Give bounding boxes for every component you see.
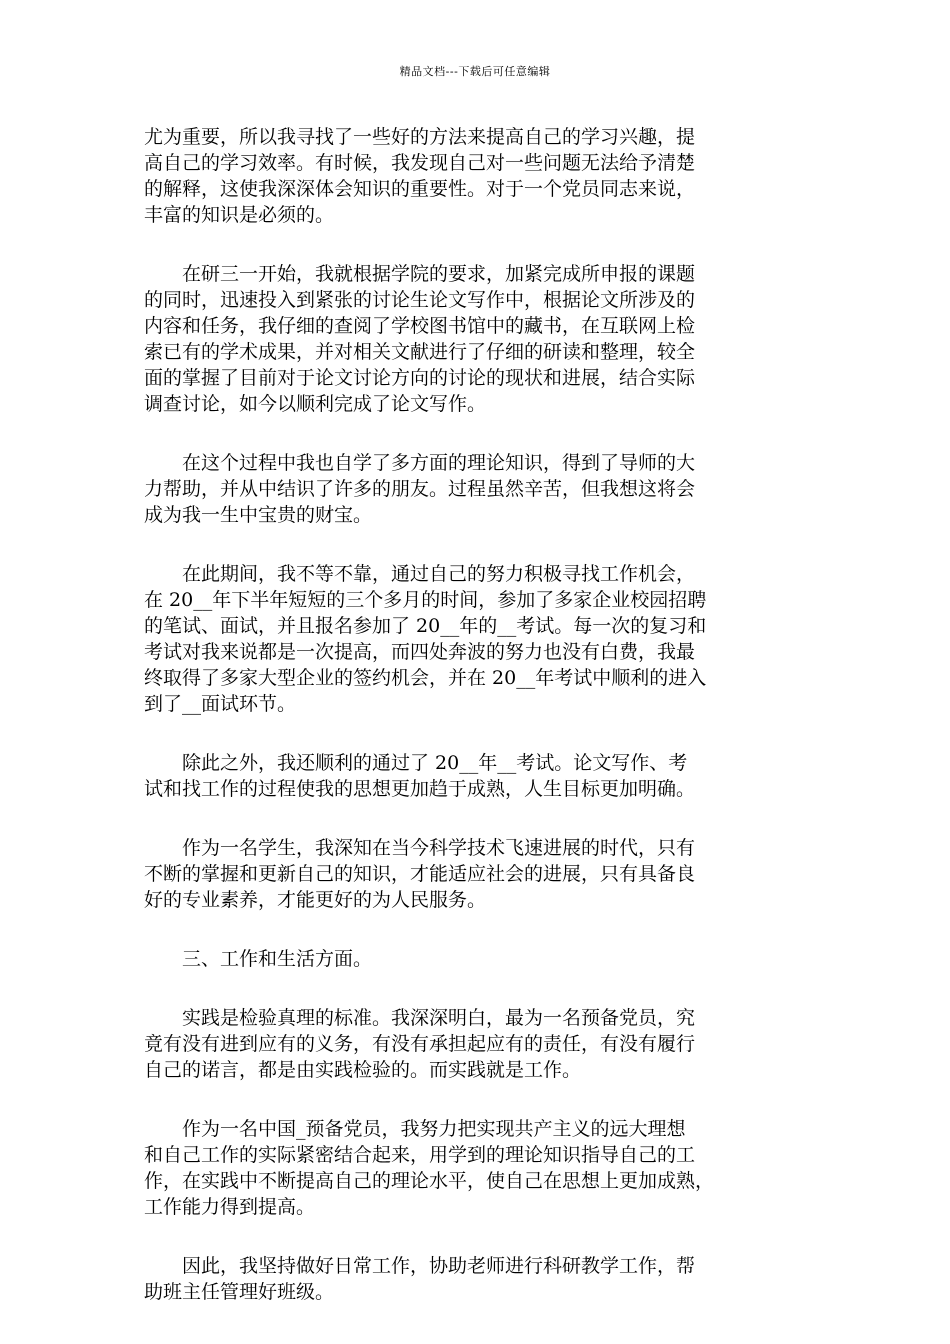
paragraph: [144, 124, 816, 228]
text-line: 考试对我来说都是一次提高，而四处奔波的努力也没有白费，我最: [144, 641, 696, 663]
paragraph: [144, 1005, 816, 1083]
text-line: 力帮助，并从中结识了许多的朋友。过程虽然辛苦，但我想这将会: [144, 478, 696, 500]
text-line: 好的专业素养，才能更好的为人民服务。: [144, 889, 487, 911]
text-line: 三、工作和生活方面。: [144, 948, 373, 970]
paragraph: [144, 261, 816, 417]
paragraph: [144, 1116, 816, 1220]
text-line: 除此之外，我还顺利的通过了 20__年__考试。论文写作、考: [144, 752, 688, 774]
text-line: 和自己工作的实际紧密结合起来，用学到的理论知识指导自己的工: [144, 1144, 696, 1166]
paragraph: [144, 561, 816, 717]
text-line: 助班主任管理好班级。: [144, 1281, 335, 1303]
page-header: 精品文档---下载后可任意编辑: [399, 65, 551, 78]
paragraph: [144, 450, 816, 528]
section-heading: [144, 946, 816, 972]
text-line: 的解释，这使我深深体会知识的重要性。对于一个党员同志来说，: [144, 178, 696, 200]
text-line: 尤为重要，所以我寻找了一些好的方法来提高自己的学习兴趣，提: [144, 126, 696, 148]
text-line: 试和找工作的过程使我的思想更加趋于成熟，人生目标更加明确。: [144, 778, 696, 800]
text-line: 成为我一生中宝贵的财宝。: [144, 504, 373, 526]
text-line: 内容和任务，我仔细的查阅了学校图书馆中的藏书，在互联网上检: [144, 315, 696, 337]
text-line: 自己的诺言，都是由实践检验的。而实践就是工作。: [144, 1059, 582, 1081]
text-line: 在此期间，我不等不靠，通过自己的努力积极寻找工作机会，: [144, 563, 696, 585]
text-line: 的同时，迅速投入到紧张的讨论生论文写作中，根据论文所涉及的: [144, 289, 696, 311]
text-line: 竟有没有进到应有的义务，有没有承担起应有的责任，有没有履行: [144, 1033, 696, 1055]
text-line: 在研三一开始，我就根据学院的要求，加紧完成所申报的课题: [144, 263, 696, 285]
text-line: 终取得了多家大型企业的签约机会，并在 20__年考试中顺利的进入: [144, 667, 707, 689]
text-line: 面的掌握了目前对于论文讨论方向的讨论的现状和进展，结合实际: [144, 367, 696, 389]
paragraph: [144, 835, 816, 913]
text-line: 工作能力得到提高。: [144, 1196, 316, 1218]
paragraph: [144, 1253, 816, 1305]
text-line: 作为一名学生，我深知在当今科学技术飞速进展的时代，只有: [144, 837, 696, 859]
text-line: 调查讨论，如今以顺利完成了论文写作。: [144, 393, 487, 415]
text-line: 丰富的知识是必须的。: [144, 204, 335, 226]
text-line: 不断的掌握和更新自己的知识，才能适应社会的进展，只有具备良: [144, 863, 696, 885]
document-body: [144, 124, 816, 1338]
text-line: 因此，我坚持做好日常工作，协助老师进行科研教学工作，帮: [144, 1255, 696, 1277]
text-line: 到了__面试环节。: [144, 693, 297, 715]
text-line: 在 20__年下半年短短的三个多月的时间，参加了多家企业校园招聘: [144, 589, 707, 611]
text-line: 的笔试、面试，并且报名参加了 20__年的__考试。每一次的复习和: [144, 615, 707, 637]
text-line: 高自己的学习效率。有时候，我发现自己对一些问题无法给予清楚: [144, 152, 696, 174]
text-line: 实践是检验真理的标准。我深深明白，最为一名预备党员，究: [144, 1007, 696, 1029]
text-line: 作为一名中国_预备党员，我努力把实现共产主义的远大理想: [144, 1118, 686, 1140]
text-line: 索已有的学术成果，并对相关文献进行了仔细的研读和整理，较全: [144, 341, 696, 363]
text-line: 在这个过程中我也自学了多方面的理论知识，得到了导师的大: [144, 452, 696, 474]
text-line: 作，在实践中不断提高自己的理论水平，使自己在思想上更加成熟，: [144, 1170, 715, 1192]
paragraph: [144, 750, 816, 802]
